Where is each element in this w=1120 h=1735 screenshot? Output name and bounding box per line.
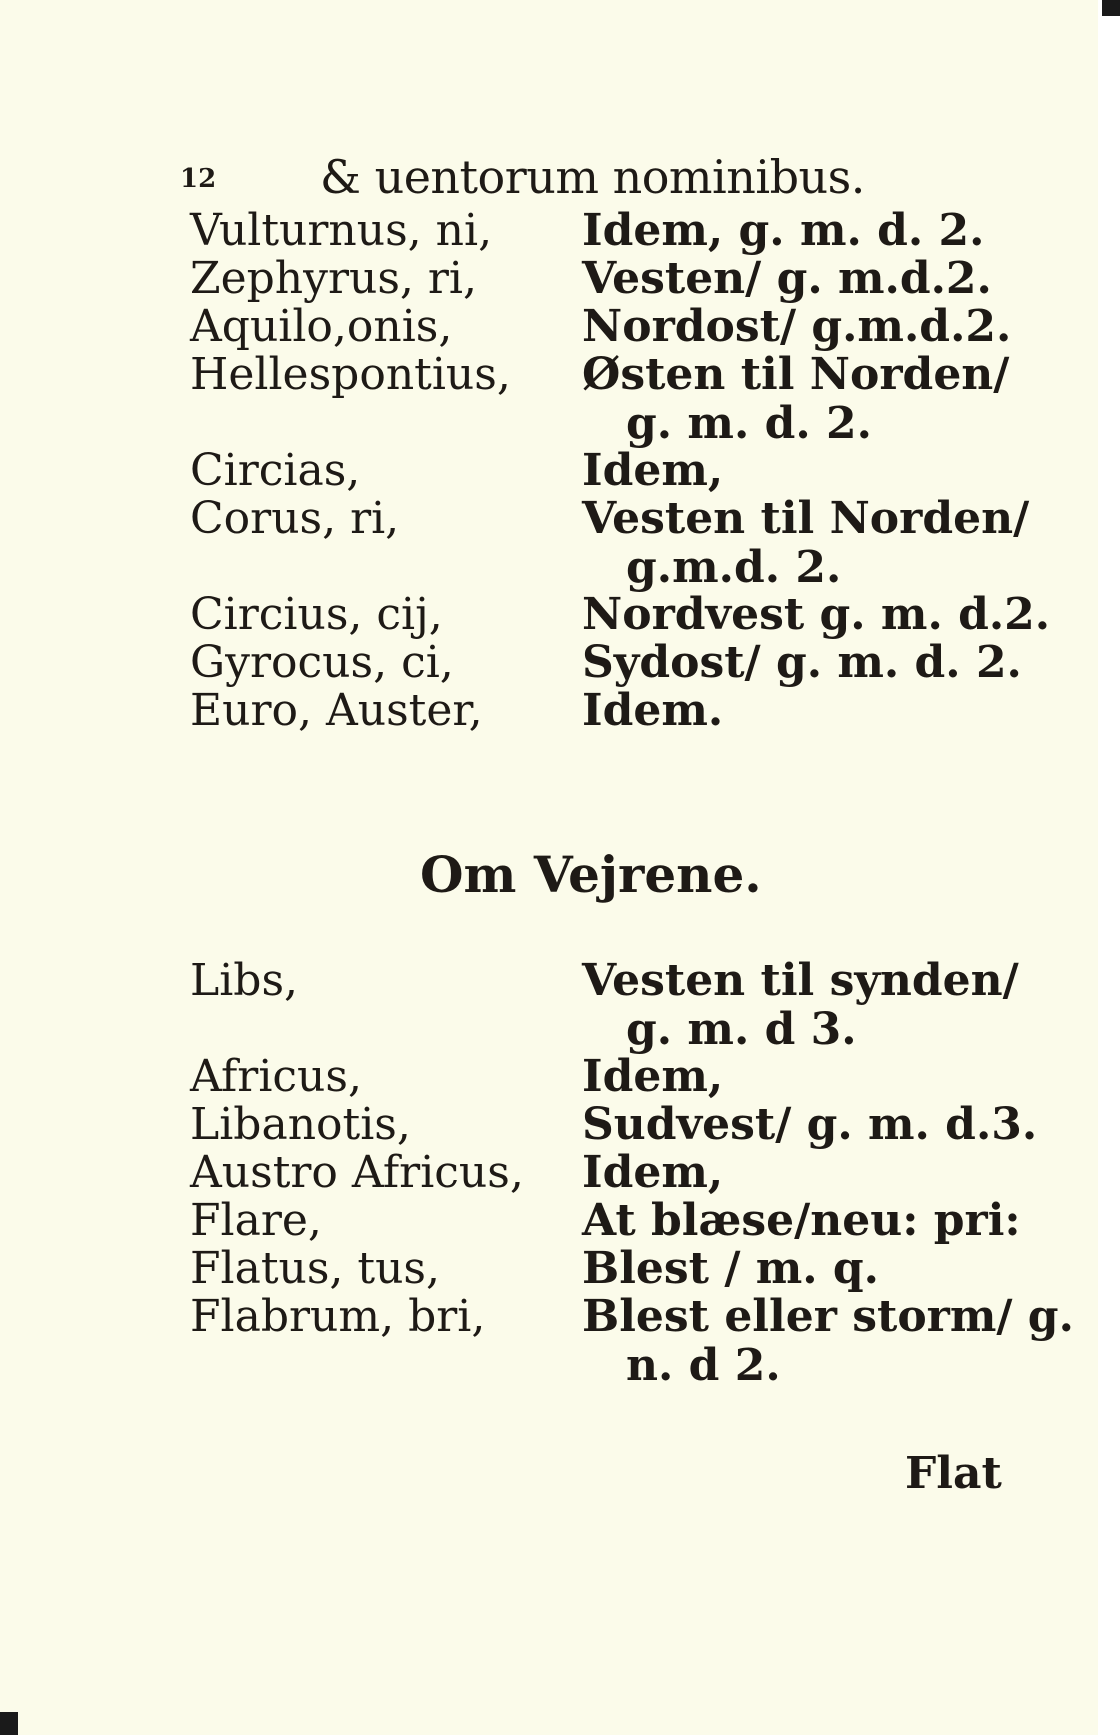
glossary-entry: [190, 1051, 1010, 1102]
glossary-entry: [190, 685, 1010, 736]
latin-term: Zephyrus, ri,: [190, 253, 477, 304]
latin-term: Aquilo,onis,: [190, 301, 453, 352]
gloss-continuation: g. m. d. 2.: [626, 398, 872, 449]
glossary-entry: [190, 637, 1022, 688]
glossary-list-top: [190, 205, 1051, 736]
vernacular-gloss: Sydost/ g. m. d. 2.: [582, 637, 1022, 688]
vernacular-gloss-block: [582, 955, 1019, 1054]
glossary-entry: [190, 1291, 1074, 1391]
glossary-entry: [190, 1147, 1010, 1198]
glossary-entry: [190, 301, 1012, 352]
gloss-continuation: g.m.d. 2.: [626, 542, 842, 593]
scan-edge-mark: [1102, 0, 1120, 16]
glossary-list-bottom: [190, 955, 1074, 1391]
vernacular-gloss: Idem, g. m. d. 2.: [582, 205, 985, 256]
vernacular-gloss-block: [582, 1291, 1074, 1390]
latin-term: Gyrocus, ci,: [190, 637, 454, 688]
glossary-entry: [190, 445, 1010, 496]
latin-term: Africus,: [190, 1051, 362, 1102]
gloss-continuation: g. m. d 3.: [626, 1004, 857, 1055]
vernacular-gloss-block: [582, 349, 1009, 448]
vernacular-gloss: Idem,: [582, 1147, 724, 1198]
vernacular-gloss: Idem,: [582, 445, 724, 496]
latin-term: Libs,: [190, 955, 299, 1006]
latin-term: Austro Africus,: [190, 1147, 524, 1198]
scan-edge-mark: [0, 1712, 18, 1735]
vernacular-gloss: At blæse/neu: pri:: [582, 1195, 1021, 1246]
vernacular-gloss: Sudvest/ g. m. d.3.: [582, 1099, 1038, 1150]
vernacular-gloss: Vesten til Norden/: [582, 493, 1030, 544]
vernacular-gloss: Idem,: [582, 1051, 724, 1102]
scan-margin: [1098, 0, 1120, 1735]
gloss-continuation: n. d 2.: [626, 1340, 781, 1391]
page-header: [180, 150, 865, 208]
section-heading: Om Vejrene.: [420, 845, 762, 904]
latin-term: Flabrum, bri,: [190, 1291, 486, 1342]
glossary-entry: [190, 589, 1051, 640]
latin-term: Euro, Auster,: [190, 685, 483, 736]
vernacular-gloss: Østen til Norden/: [582, 349, 1010, 400]
glossary-entry: [190, 1195, 1021, 1246]
vernacular-gloss: Nordvest g. m. d.2.: [582, 589, 1051, 640]
vernacular-gloss: Blest / m. q.: [582, 1243, 879, 1294]
glossary-entry: [190, 493, 1030, 593]
latin-term: Corus, ri,: [190, 493, 400, 544]
glossary-entry: [190, 1243, 1010, 1294]
glossary-entry: [190, 253, 1010, 304]
vernacular-gloss-block: [582, 493, 1029, 592]
latin-term: Hellespontius,: [190, 349, 511, 400]
glossary-entry: [190, 205, 1010, 256]
glossary-entry: [190, 1099, 1038, 1150]
page-number: 12: [180, 164, 217, 194]
running-head: & uentorum nominibus.: [320, 150, 865, 204]
vernacular-gloss: Vesten/ g. m.d.2.: [582, 253, 992, 304]
latin-term: Libanotis,: [190, 1099, 411, 1150]
vernacular-gloss: Blest eller storm/ g.: [582, 1291, 1074, 1342]
glossary-entry: [190, 955, 1019, 1055]
catchword: Flat: [905, 1448, 1002, 1499]
latin-term: Circius, cij,: [190, 589, 443, 640]
glossary-entry: [190, 349, 1010, 449]
latin-term: Circias,: [190, 445, 361, 496]
latin-term: Vulturnus, ni,: [190, 205, 493, 256]
vernacular-gloss: Nordost/ g.m.d.2.: [582, 301, 1012, 352]
vernacular-gloss: Idem.: [582, 685, 724, 736]
latin-term: Flatus, tus,: [190, 1243, 440, 1294]
latin-term: Flare,: [190, 1195, 322, 1246]
vernacular-gloss: Vesten til synden/: [582, 955, 1019, 1006]
